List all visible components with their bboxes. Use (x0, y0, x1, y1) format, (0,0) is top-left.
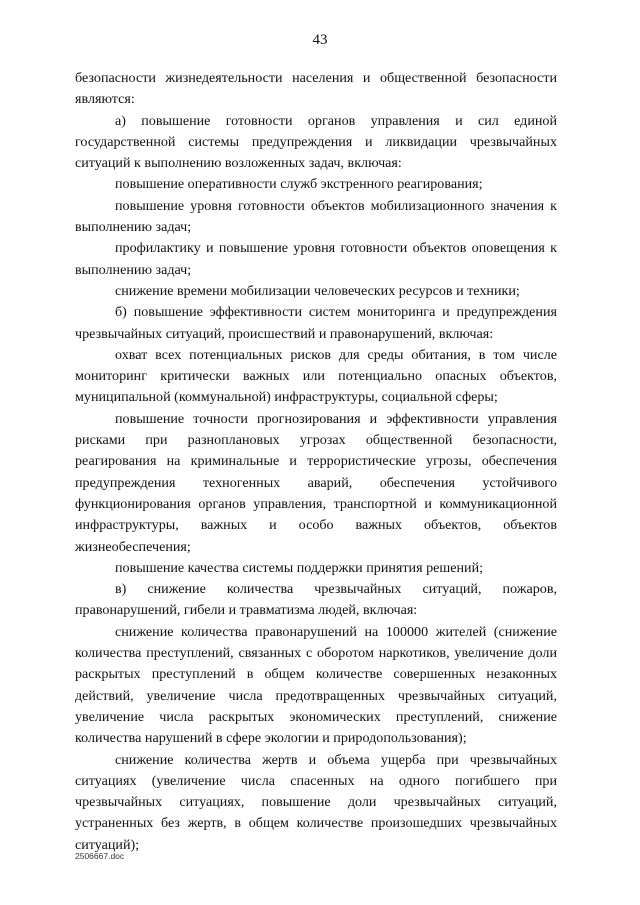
paragraph: повышение уровня готовности объектов мобилизационного значения к выполнению задач; (75, 197, 557, 236)
paragraph: повышение качества системы поддержки принятия решений; (115, 559, 484, 576)
paragraph: повышение оперативности служб экстренного реагирования; (115, 176, 483, 193)
paragraph: охват всех потенциальных рисков для среды обитания, в том числе мониторинг критически важных или потенциально опасных объектов, муниципальной (коммунальной) инфраструктуры, социальной сферы; (75, 346, 557, 406)
paragraph: повышение точности прогнозирования и эффективности управления рисками при разноплановых угрозах общественной безопасности, реагирования на криминальные и террористические угрозы, обеспечения предупреждения техногенных аварий, обеспечения устойчивого функционирования органов управления, транспортной и коммуникационной инфраструктуры, важных и особо важных объектов, объектов жизнеобеспечения; (75, 410, 557, 555)
paragraph: безопасности жизнедеятельности населения и общественной безопасности являются: (75, 70, 557, 108)
page-number: 43 (312, 32, 328, 48)
paragraph: а) повышение готовности органов управления и сил единой государственной системы предупреждения и ликвидации чрезвычайных ситуаций к выполнению возложенных задач, включая: (75, 112, 557, 172)
document-footer: 2506667.doc (75, 851, 125, 861)
document-body (75, 68, 557, 856)
paragraph: б) повышение эффективности систем мониторинга и предупреждения чрезвычайных ситуаций, происшествий и правонарушений, включая: (75, 304, 557, 342)
paragraph: в) снижение количества чрезвычайных ситуаций, пожаров, правонарушений, гибели и травматизма людей, включая: (75, 581, 557, 619)
paragraph: снижение времени мобилизации человеческих ресурсов и техники; (115, 282, 520, 299)
paragraph: снижение количества жертв и объема ущерба при чрезвычайных ситуациях (увеличение числа спасенных на одного погибшего при чрезвычайных ситуациях, повышение доли чрезвычайных ситуаций, устраненных без жертв, в общем количестве произошедших чрезвычайных ситуаций); (75, 751, 557, 853)
paragraph: снижение количества правонарушений на 100000 жителей (снижение количества преступлений, связанных с оборотом наркотиков, увеличение доли раскрытых преступлений в общем количестве совершенных незаконных действий, увеличение числа предотвращенных чрезвычайных ситуаций, увеличение числа раскрытых экономических преступлений, снижение количества нарушений в сфере экологии и природопользования); (75, 623, 557, 747)
paragraph: профилактику и повышение уровня готовности объектов оповещения к выполнению задач; (75, 240, 557, 278)
